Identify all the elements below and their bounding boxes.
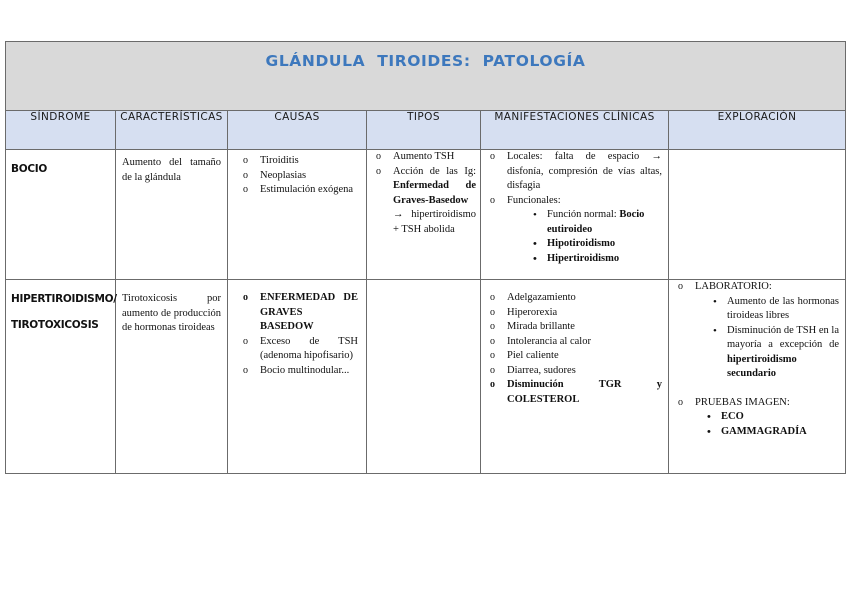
- characteristics-bocio: Aumento del tamaño de la glándula: [116, 150, 228, 280]
- list-item: • Disminución de TSH en la mayoría a excepción de hipertiroidismo secundario: [713, 324, 839, 382]
- list-item: o Acción de las Ig: Enfermedad de Graves-Basedow → hipertiroidismo + TSH abolida: [367, 165, 476, 238]
- table-row: [6, 150, 846, 280]
- list-item: o Piel caliente: [481, 349, 662, 364]
- header-row: [6, 111, 846, 150]
- table-row: [6, 280, 846, 474]
- list-item: o Estimulación exógena: [234, 183, 358, 198]
- list-item: o Intolerancia al calor: [481, 335, 662, 350]
- list-item: • ECO: [707, 410, 839, 425]
- list-item: o Exceso de TSH (adenoma hipofisario): [234, 335, 358, 364]
- exploration-bocio: [669, 150, 846, 280]
- list-item: • Hipotiroidismo: [533, 237, 662, 252]
- header-characteristics: CARACTERÍSTICAS: [116, 111, 228, 150]
- list-item: • Hipertiroidismo: [533, 252, 662, 267]
- list-item: • GAMMAGRADÍA: [707, 425, 839, 440]
- list-item: o Mirada brillante: [481, 320, 662, 335]
- list-item: o Disminución TGR y COLESTEROL: [481, 378, 662, 407]
- list-item: o ENFERMEDAD DE GRAVES BASEDOW: [234, 291, 358, 335]
- list-item: o Adelgazamiento: [481, 291, 662, 306]
- list-item: o Aumento TSH: [367, 150, 476, 165]
- header-causes: CAUSAS: [228, 111, 367, 150]
- list-item: o LABORATORIO: • Aumento de las hormonas tiroideas libres • Disminución de TSH en la mayoría a excepción de hipertiroidismo secundario: [669, 280, 839, 382]
- pathology-table: [5, 41, 846, 474]
- list-item: • Función normal: Bocio eutiroideo: [533, 208, 662, 237]
- list-item: o Bocio multinodular...: [234, 364, 358, 379]
- list-item: o Diarrea, sudores: [481, 364, 662, 379]
- header-exploration: EXPLORACIÓN: [669, 111, 846, 150]
- exploration-hipertiroidismo: [669, 280, 846, 474]
- list-item: o Locales: falta de espacio → disfonía, compresión de vías altas, disfagia: [481, 150, 662, 194]
- list-item: o Funcionales: • Función normal: Bocio eutiroideo • Hipotiroidismo • Hipertiroidismo: [481, 194, 662, 267]
- syndrome-hipertiroidismo: HIPERTIROIDISMO/ TIROTOXICOSIS: [6, 280, 116, 474]
- types-hipertiroidismo: [367, 280, 481, 474]
- list-item: • Aumento de las hormonas tiroideas libres: [713, 295, 839, 324]
- manifestations-hipertiroidismo: [481, 280, 669, 474]
- list-item: o PRUEBAS IMAGEN: • ECO • GAMMAGRADÍA: [669, 396, 839, 440]
- list-item: o Neoplasias: [234, 169, 358, 184]
- header-syndrome: SÍNDROME: [6, 111, 116, 150]
- page-title: GLÁNDULA TIROIDES: PATOLOGÍA: [265, 52, 586, 70]
- characteristics-hipertiroidismo: Tirotoxicosis por aumento de producción de hormonas tiroideas: [116, 280, 228, 474]
- causes-bocio: [228, 150, 367, 280]
- title-banner: [6, 42, 846, 111]
- types-bocio: [367, 150, 481, 280]
- causes-hipertiroidismo: [228, 280, 367, 474]
- header-manifestations: MANIFESTACIONES CLÍNICAS: [481, 111, 669, 150]
- syndrome-bocio: BOCIO: [6, 150, 116, 280]
- manifestations-bocio: [481, 150, 669, 280]
- list-item: o Hiperorexia: [481, 306, 662, 321]
- list-item: o Tiroiditis: [234, 154, 358, 169]
- header-types: TIPOS: [367, 111, 481, 150]
